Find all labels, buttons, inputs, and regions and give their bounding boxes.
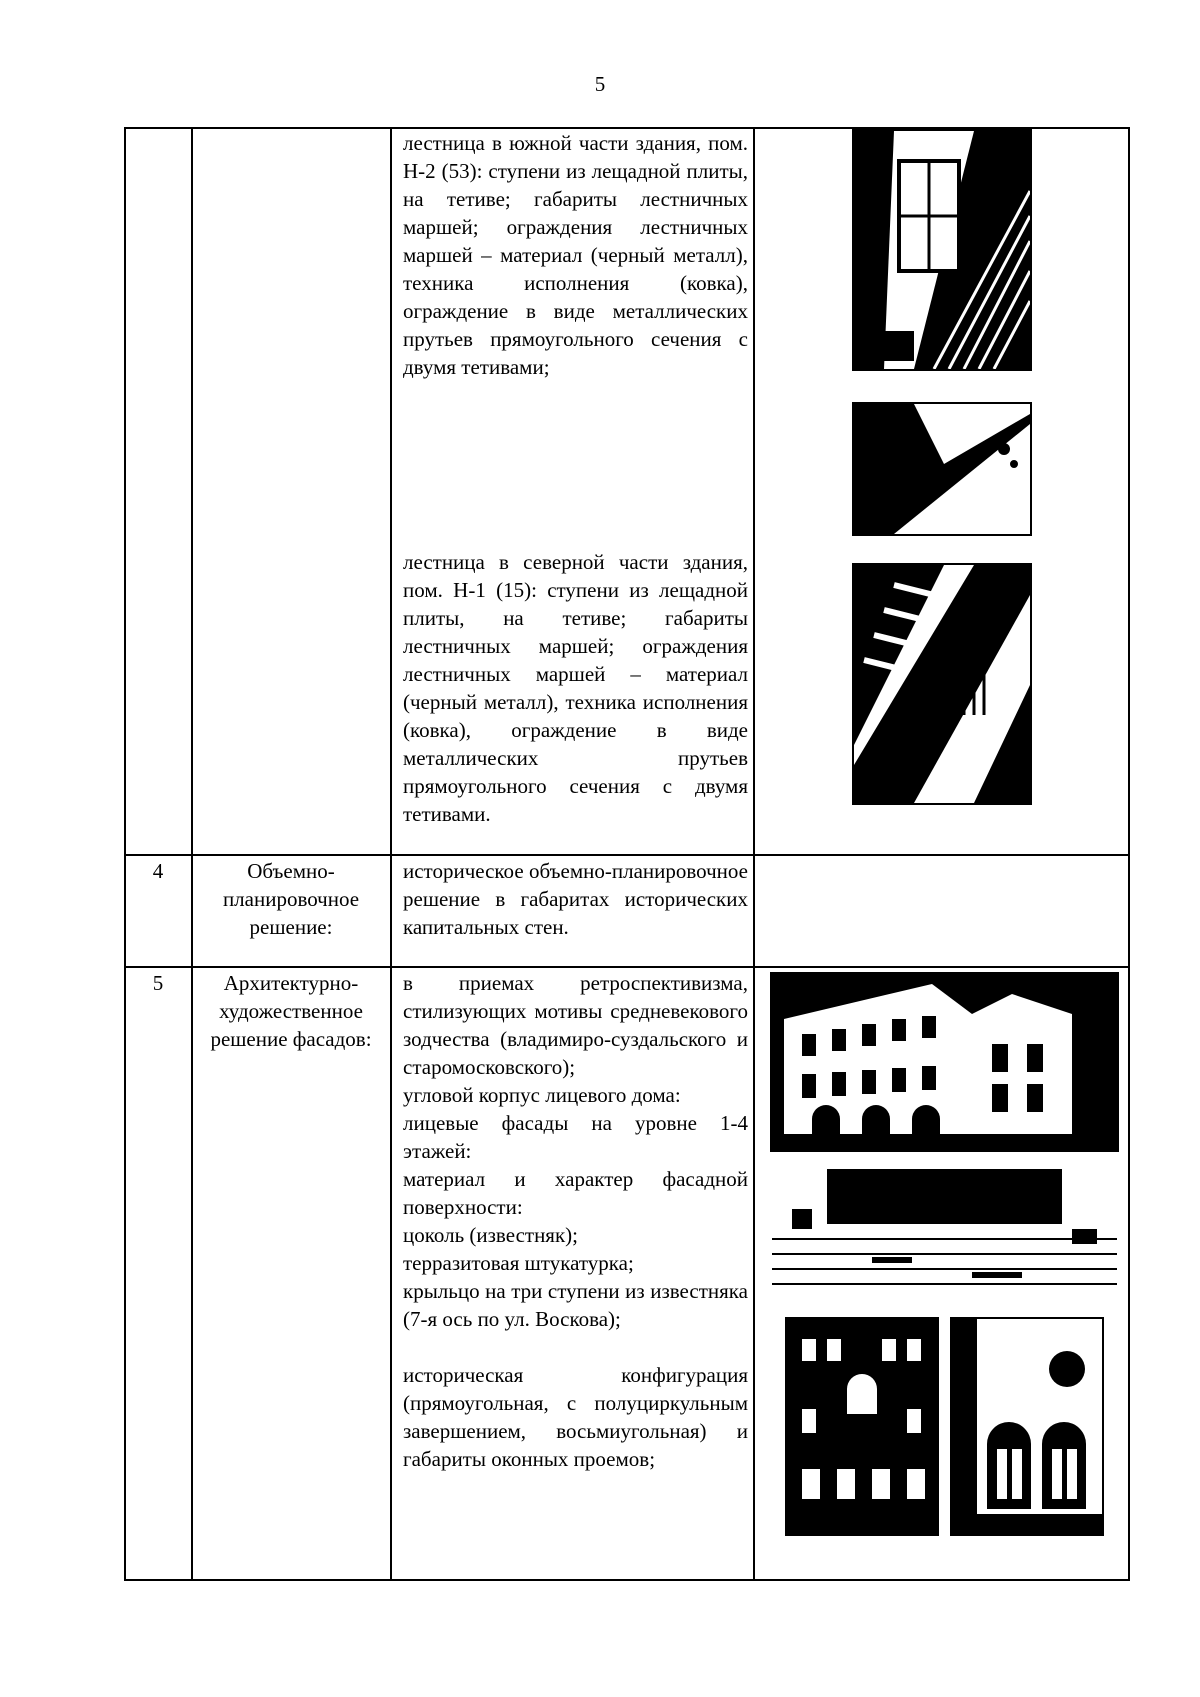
volume-planning-description: историческое объемно-планировочное решение в габаритах исторических капитальных стен. xyxy=(403,859,748,939)
south-staircase-photo xyxy=(852,129,1032,371)
staircase-north-description: лестница в северной части здания, пом. Н-1 (15): ступени из лещадной плиты, на тетиве; габариты лестничных маршей; ограждения лестничных маршей – материал (черный металл), техника исполнения (ковка), ограждение в виде металлических прутьев прямоугольного сечения с двумя тетивами. xyxy=(403,550,748,826)
page-number: 5 xyxy=(594,72,606,96)
facade-windows-left-photo xyxy=(785,1317,939,1536)
staircase-south-description: лестница в южной части здания, пом. Н-2 (53): ступени из лещадной плиты, на тетиве; габариты лестничных маршей; ограждения лестничных маршей – материал (черный металл), техника исполнения (ковка), ограждение в виде металлических прутьев прямоугольного сечения с двумя тетивами; xyxy=(403,131,748,379)
south-staircase-detail-photo xyxy=(852,402,1032,536)
facade-corner-building-photo xyxy=(770,972,1119,1152)
table-border-bottom xyxy=(124,1579,1130,1581)
row-separator-1 xyxy=(124,854,1130,856)
row-name-facade-decision: Архитектурно-художественное решение фасадов: xyxy=(210,971,372,1051)
row-number-5: 5 xyxy=(152,971,164,995)
plinth-steps-photo xyxy=(770,1167,1119,1291)
facade-windows-right-photo xyxy=(950,1317,1104,1536)
row-name-volume-planning: Объемно-планировочное решение: xyxy=(222,859,360,939)
facade-description: в приемах ретроспективизма, стилизующих мотивы средневекового зодчества (владимиро-суздальского и старомосковского); угловой корпус лицевого дома: лицевые фасады на уровне 1-4 этажей: материал и характер фасадной поверхности: цоколь (известняк); терразитовая штукатурка; крыльцо на три ступени из известняка (7-я ось по ул. Воскова); историческая конфигурация (прямоугольная, с полуциркульным завершением, восьмиугольная) и габариты оконных проемов; xyxy=(403,971,748,1471)
row-separator-2 xyxy=(124,966,1130,968)
north-staircase-photo xyxy=(852,563,1032,805)
row-number-4: 4 xyxy=(152,859,164,883)
